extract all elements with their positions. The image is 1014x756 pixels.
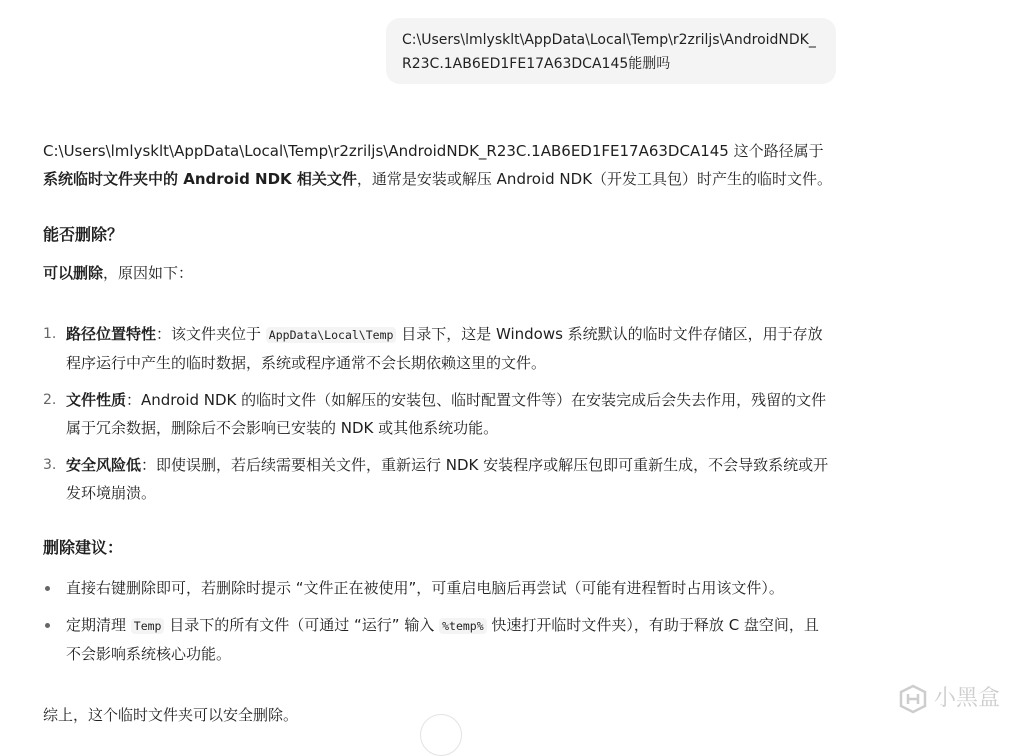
inline-code: AppData\Local\Temp bbox=[266, 327, 397, 343]
watermark bbox=[898, 684, 1000, 714]
suggestion-text-end: 快速打开临时文件夹），有助于释放 C 盘空间，且不会影响系统核心功能。 bbox=[66, 616, 819, 663]
list-number: 1. bbox=[43, 326, 57, 342]
intro-path: C:\Users\lmlysklt\AppData\Local\Temp\r2zriljs\AndroidNDK_R23C.1AB6ED1FE17A63DCA145 这个路径属于 bbox=[43, 142, 824, 160]
intro-paragraph bbox=[43, 137, 833, 193]
heading-suggestions: 删除建议： bbox=[43, 538, 124, 557]
can-delete-bold: 可以删除 bbox=[43, 264, 104, 282]
suggestions-list bbox=[43, 574, 833, 677]
intro-bold: 系统临时文件夹中的 Android NDK 相关文件 bbox=[43, 170, 357, 188]
scroll-to-bottom-button[interactable] bbox=[420, 714, 462, 756]
bullet-icon bbox=[45, 623, 50, 628]
bullet-icon bbox=[45, 586, 50, 591]
user-message-text: C:\Users\lmlysklt\AppData\Local\Temp\r2zriljs\AndroidNDK_R23C.1AB6ED1FE17A63DCA145能删吗 bbox=[402, 32, 816, 72]
suggestion-text: 直接右键删除即可，若删除时提示 “文件正在被使用”，可重启电脑后再尝试（可能有进程暂时占用该文件）。 bbox=[66, 579, 784, 597]
summary-paragraph: 综上，这个临时文件夹可以安全删除。 bbox=[43, 706, 299, 724]
heading-can-delete: 能否删除？ bbox=[43, 225, 124, 244]
inline-code: %temp% bbox=[439, 618, 487, 634]
list-item bbox=[43, 611, 833, 668]
can-delete-rest: ，原因如下： bbox=[103, 264, 194, 282]
reason-title: 安全风险低 bbox=[66, 456, 142, 474]
inline-code: Temp bbox=[131, 618, 165, 634]
list-item bbox=[43, 574, 833, 602]
reasons-list bbox=[43, 320, 833, 516]
reason-text-cont: 目录下，这是 Windows 系统默认的临时文件存储区，用于存放程序运行中产生的临时数据，系统或程序通常不会长期依赖这里的文件。 bbox=[66, 325, 823, 372]
watermark-text: 小黑盒 bbox=[934, 686, 1001, 711]
reason-text: ：即使误删，若后续需要相关文件，重新运行 NDK 安装程序或解压包即可重新生成，不会导致系统或开发环境崩溃。 bbox=[66, 456, 829, 502]
suggestion-text-cont: 目录下的所有文件（可通过 “运行” 输入 bbox=[164, 616, 440, 634]
user-message-bubble bbox=[386, 18, 836, 84]
suggestion-text: 定期清理 bbox=[66, 616, 131, 634]
list-number: 3. bbox=[43, 457, 57, 473]
intro-rest: ，通常是安装或解压 Android NDK（开发工具包）时产生的临时文件。 bbox=[356, 170, 833, 188]
list-item bbox=[43, 451, 833, 507]
list-number: 2. bbox=[43, 392, 57, 408]
reason-text: ：该文件夹位于 bbox=[156, 325, 266, 343]
can-delete-line bbox=[43, 259, 193, 287]
list-item bbox=[43, 386, 833, 442]
heybox-logo-icon bbox=[898, 684, 928, 714]
list-item bbox=[43, 320, 833, 377]
reason-text: ：Android NDK 的临时文件（如解压的安装包、临时配置文件等）在安装完成后会失去作用，残留的文件属于冗余数据，删除后不会影响已安装的 NDK 或其他系统功能。 bbox=[66, 391, 827, 437]
reason-title: 路径位置特性 bbox=[66, 325, 157, 343]
reason-title: 文件性质 bbox=[66, 391, 127, 409]
